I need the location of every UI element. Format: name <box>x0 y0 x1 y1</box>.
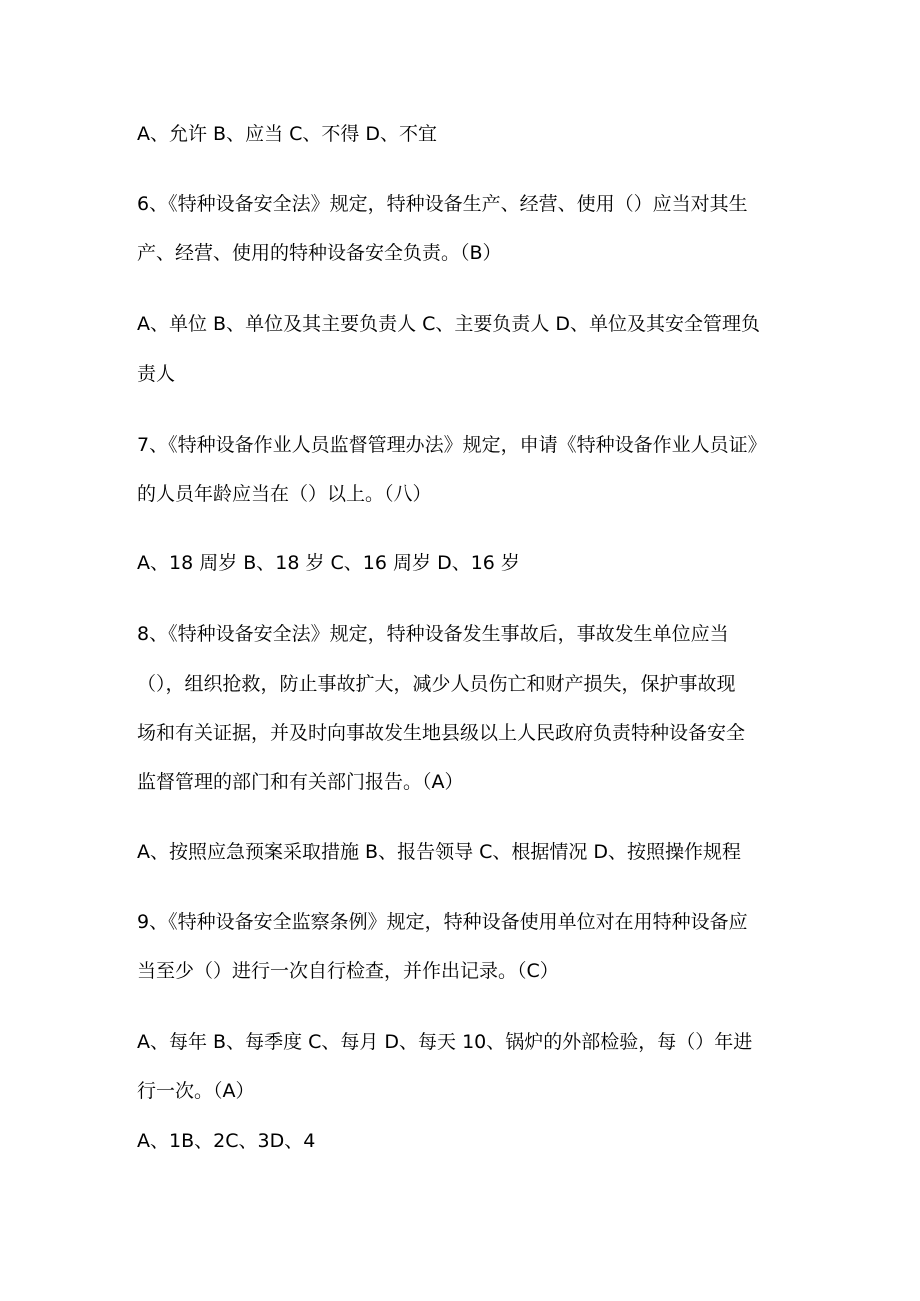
question-8-line-4: 监督管理的部门和有关部门报告。（A） <box>137 771 464 793</box>
question-8-line-3: 场和有关证据，并及时向事故发生地县级以上人民政府负责特种设备安全 <box>137 722 746 744</box>
options-6-line-2: 责人 <box>137 363 176 385</box>
question-8-line-2: （），组织抢救，防止事故扩大，减少人员伤亡和财产损失，保护事故现 <box>137 673 736 695</box>
options-7-line-1: A、18 周岁 B、18 岁 C、16 周岁 D、16 岁 <box>137 552 520 574</box>
options-8-line-1: A、按照应急预案采取措施 B、报告领导 C、根据情况 D、按照操作规程 <box>137 841 742 863</box>
question-7-line-1: 7、《特种设备作业人员监督管理办法》规定，申请《特种设备作业人员证》 <box>137 434 767 456</box>
question-8-line-1: 8、《特种设备安全法》规定，特种设备发生事故后，事故发生单位应当 <box>137 623 729 645</box>
options-line: A、允许 B、应当 C、不得 D、不宜 <box>137 123 438 145</box>
question-7-line-2: 的人员年龄应当在（）以上。（八） <box>137 483 432 505</box>
options-10-line-1: A、1B、2C、3D、4 <box>137 1130 316 1152</box>
options-9-line-1: A、每年 B、每季度 C、每月 D、每天 10、锅炉的外部检验，每（）年进 <box>137 1031 753 1053</box>
question-9-line-1: 9、《特种设备安全监察条例》规定，特种设备使用单位对在用特种设备应 <box>137 911 748 933</box>
question-6-line-1: 6、《特种设备安全法》规定，特种设备生产、经营、使用（）应当对其生 <box>137 193 748 215</box>
question-9-line-2: 当至少（）进行一次自行检查，并作出记录。（C） <box>137 960 559 982</box>
question-10-line-2: 行一次。（A） <box>137 1080 255 1102</box>
question-6-line-2: 产、经营、使用的特种设备安全负责。（B） <box>137 242 502 264</box>
options-6-line-1: A、单位 B、单位及其主要负责人 C、主要负责人 D、单位及其安全管理负 <box>137 313 761 335</box>
